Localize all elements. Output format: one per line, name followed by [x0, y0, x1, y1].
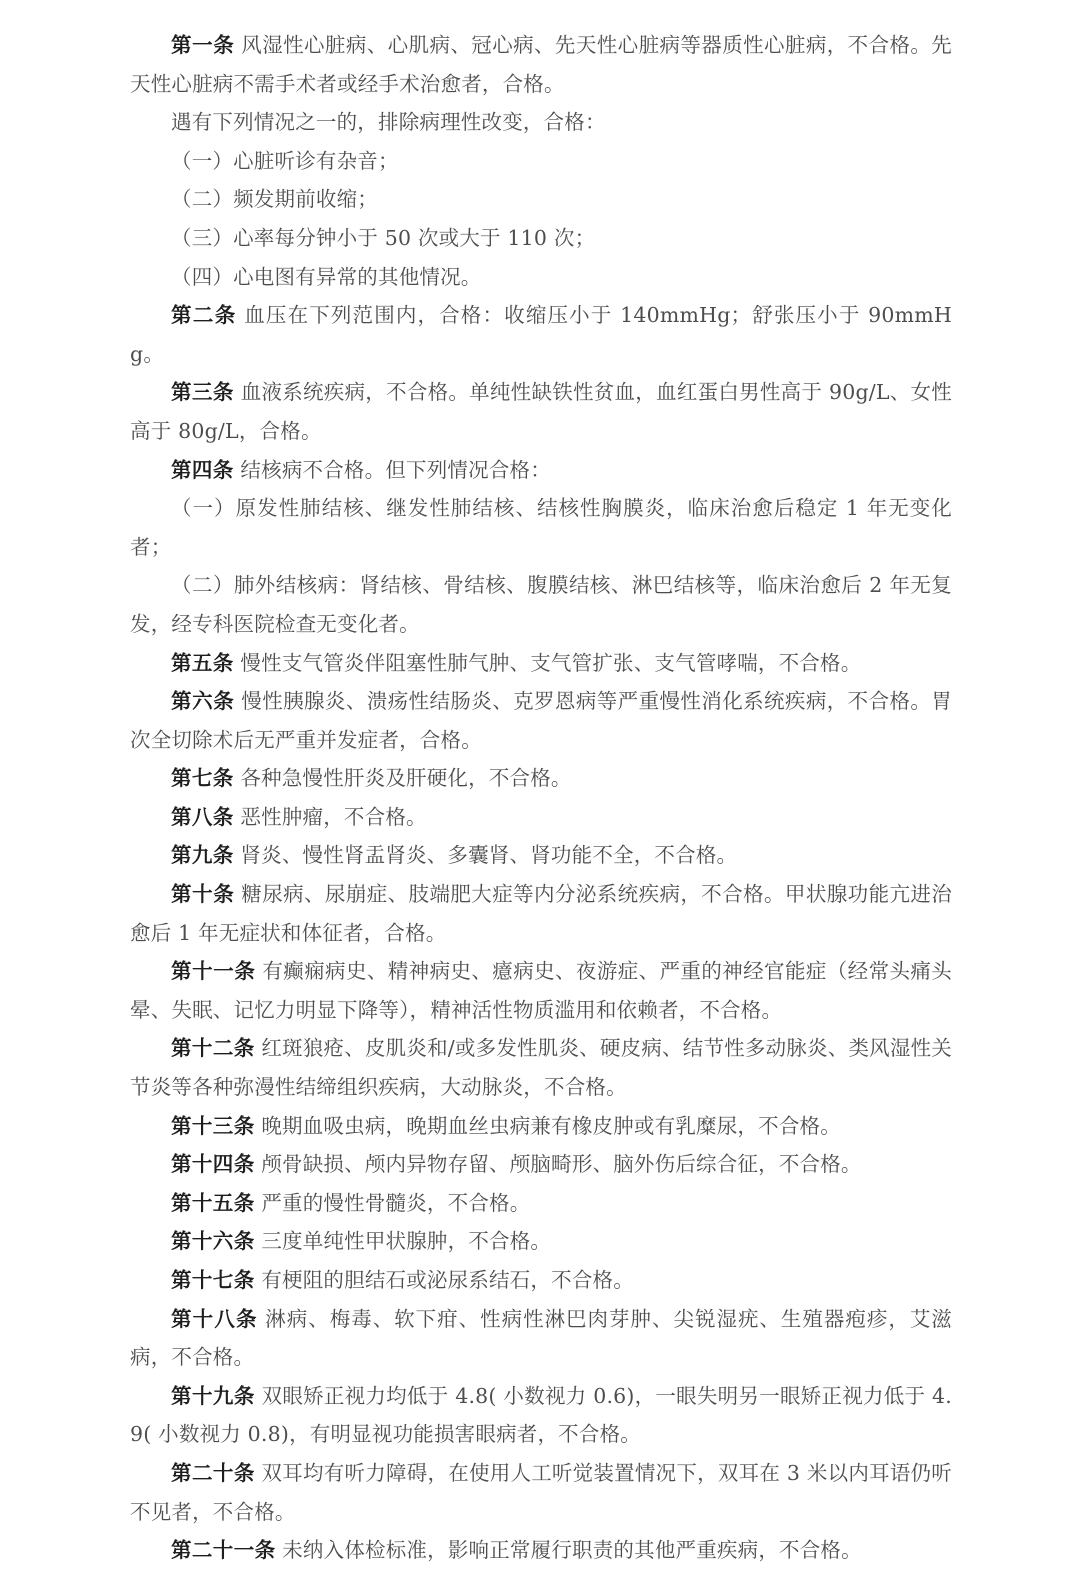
article-label: 第二十条 — [171, 1460, 255, 1485]
article-paragraph — [130, 644, 952, 683]
article-paragraph — [130, 26, 952, 103]
article-label: 第十四条 — [171, 1152, 255, 1177]
article-text: 慢性支气管炎伴阻塞性肺气肿、支气管扩张、支气管哮喘，不合格。 — [240, 650, 862, 675]
article-label: 第四条 — [171, 457, 234, 482]
article-paragraph — [130, 1107, 952, 1146]
article-text: 糖尿病、尿崩症、肢端肥大症等内分泌系统疾病，不合格。甲状腺功能亢进治愈后 1 年无症状和体征者，合格。 — [130, 882, 953, 945]
article-label: 第七条 — [171, 766, 234, 791]
article-paragraph — [130, 798, 952, 837]
article-text: 恶性肿瘤，不合格。 — [240, 804, 427, 829]
article-text: 晚期血吸虫病，晚期血丝虫病兼有橡皮肿或有乳糜尿，不合格。 — [261, 1113, 841, 1138]
article-label: 第十八条 — [171, 1306, 258, 1331]
sub-paragraph — [130, 219, 952, 258]
article-text: 淋病、梅毒、软下疳、性病性淋巴肉芽肿、尖锐湿疣、生殖器疱疹，艾滋病，不合格。 — [130, 1306, 953, 1370]
sub-paragraph — [130, 489, 952, 566]
article-label: 第十一条 — [171, 959, 256, 984]
article-text: 结核病不合格。但下列情况合格： — [240, 457, 551, 482]
sub-paragraph — [130, 258, 952, 297]
article-text: 三度单纯性甲状腺肿，不合格。 — [261, 1229, 552, 1254]
article-text: 有癫痫病史、精神病史、癔病史、夜游症、严重的神经官能症（经常头痛头晕、失眠、记忆力明显下降等），精神活性物质滥用和依赖者，不合格。 — [130, 959, 952, 1022]
article-label: 第十三条 — [171, 1113, 255, 1138]
sub-item-text: （二）频发期前收缩； — [171, 187, 378, 212]
article-text: 各种急慢性肝炎及肝硬化，不合格。 — [240, 766, 572, 791]
article-paragraph — [130, 1184, 952, 1223]
article-label: 第九条 — [171, 843, 234, 868]
sub-item-text: （三）心率每分钟小于 50 次或大于 110 次； — [171, 225, 596, 250]
sub-item-text: 遇有下列情况之一的，排除病理性改变，合格： — [171, 110, 606, 135]
article-text: 颅骨缺损、颅内异物存留、颅脑畸形、脑外伤后综合征，不合格。 — [261, 1152, 862, 1177]
article-text: 肾炎、慢性肾盂肾炎、多囊肾、肾功能不全，不合格。 — [240, 843, 738, 868]
article-label: 第三条 — [171, 380, 234, 405]
article-paragraph — [130, 1261, 952, 1300]
article-text: 红斑狼疮、皮肌炎和/或多发性肌炎、硬皮病、结节性多动脉炎、类风湿性关节炎等各种弥漫性结缔组织疾病，大动脉炎，不合格。 — [130, 1036, 952, 1100]
article-label: 第一条 — [171, 33, 235, 57]
article-label: 第二条 — [171, 303, 237, 328]
article-label: 第十六条 — [171, 1229, 255, 1254]
article-text: 严重的慢性骨髓炎，不合格。 — [261, 1190, 531, 1215]
article-paragraph — [130, 1145, 952, 1184]
article-text: 双眼矫正视力均低于 4.8( 小数视力 0.6)，一眼失明另一眼矫正视力低于 4.9( 小数视力 0.8)，有明显视功能损害眼病者，不合格。 — [130, 1383, 952, 1447]
article-paragraph — [130, 682, 952, 759]
article-label: 第六条 — [171, 689, 235, 714]
article-label: 第十五条 — [171, 1190, 255, 1215]
article-label: 第十二条 — [171, 1036, 255, 1061]
article-text: 血液系统疾病，不合格。单纯性缺铁性贫血，血红蛋白男性高于 90g/L、女性高于 80g/L，合格。 — [130, 380, 952, 443]
article-paragraph — [130, 373, 952, 450]
sub-paragraph — [130, 142, 952, 181]
sub-paragraph — [130, 566, 952, 643]
article-paragraph — [130, 759, 952, 798]
sub-paragraph — [130, 103, 952, 142]
article-text: 血压在下列范围内，合格：收缩压小于 140mmHg；舒张压小于 90mmHg。 — [130, 303, 953, 366]
sub-item-text: （一）原发性肺结核、继发性肺结核、结核性胸膜炎，临床治愈后稳定 1 年无变化者； — [130, 496, 952, 559]
sub-paragraph — [130, 180, 952, 219]
article-paragraph — [130, 875, 952, 952]
sub-item-text: （四）心电图有异常的其他情况。 — [171, 264, 482, 289]
document-text-body — [130, 26, 952, 1570]
article-paragraph — [130, 1300, 952, 1377]
article-paragraph — [130, 296, 952, 373]
article-text: 有梗阻的胆结石或泌尿系结石，不合格。 — [261, 1268, 634, 1292]
sub-item-text: （一）心脏听诊有杂音； — [171, 148, 399, 173]
article-text: 双耳均有听力障碍，在使用人工听觉装置情况下，双耳在 3 米以内耳语仍听不见者，不合格。 — [130, 1460, 953, 1524]
article-label: 第五条 — [171, 650, 234, 675]
article-text: 未纳入体检标准，影响正常履行职责的其他严重疾病，不合格。 — [282, 1538, 862, 1563]
article-label: 第二十一条 — [171, 1538, 276, 1563]
article-text: 慢性胰腺炎、溃疡性结肠炎、克罗恩病等严重慢性消化系统疾病，不合格。胃次全切除术后无严重并发症者，合格。 — [130, 689, 953, 752]
article-paragraph — [130, 1454, 952, 1531]
article-paragraph — [130, 952, 952, 1029]
article-paragraph — [130, 1531, 952, 1570]
sub-item-text: （二）肺外结核病：肾结核、骨结核、腹膜结核、淋巴结核等，临床治愈后 2 年无复发，经专科医院检查无变化者。 — [130, 573, 952, 636]
article-paragraph — [130, 1377, 952, 1454]
article-paragraph — [130, 1222, 952, 1261]
article-text: 风湿性心脏病、心肌病、冠心病、先天性心脏病等器质性心脏病，不合格。先天性心脏病不需手术者或经手术治愈者，合格。 — [130, 33, 953, 96]
article-label: 第十条 — [171, 882, 235, 907]
article-paragraph — [130, 836, 952, 875]
article-label: 第八条 — [171, 804, 234, 829]
article-label: 第十七条 — [171, 1268, 255, 1292]
article-paragraph — [130, 1029, 952, 1106]
article-label: 第十九条 — [171, 1383, 255, 1408]
article-paragraph — [130, 451, 952, 490]
